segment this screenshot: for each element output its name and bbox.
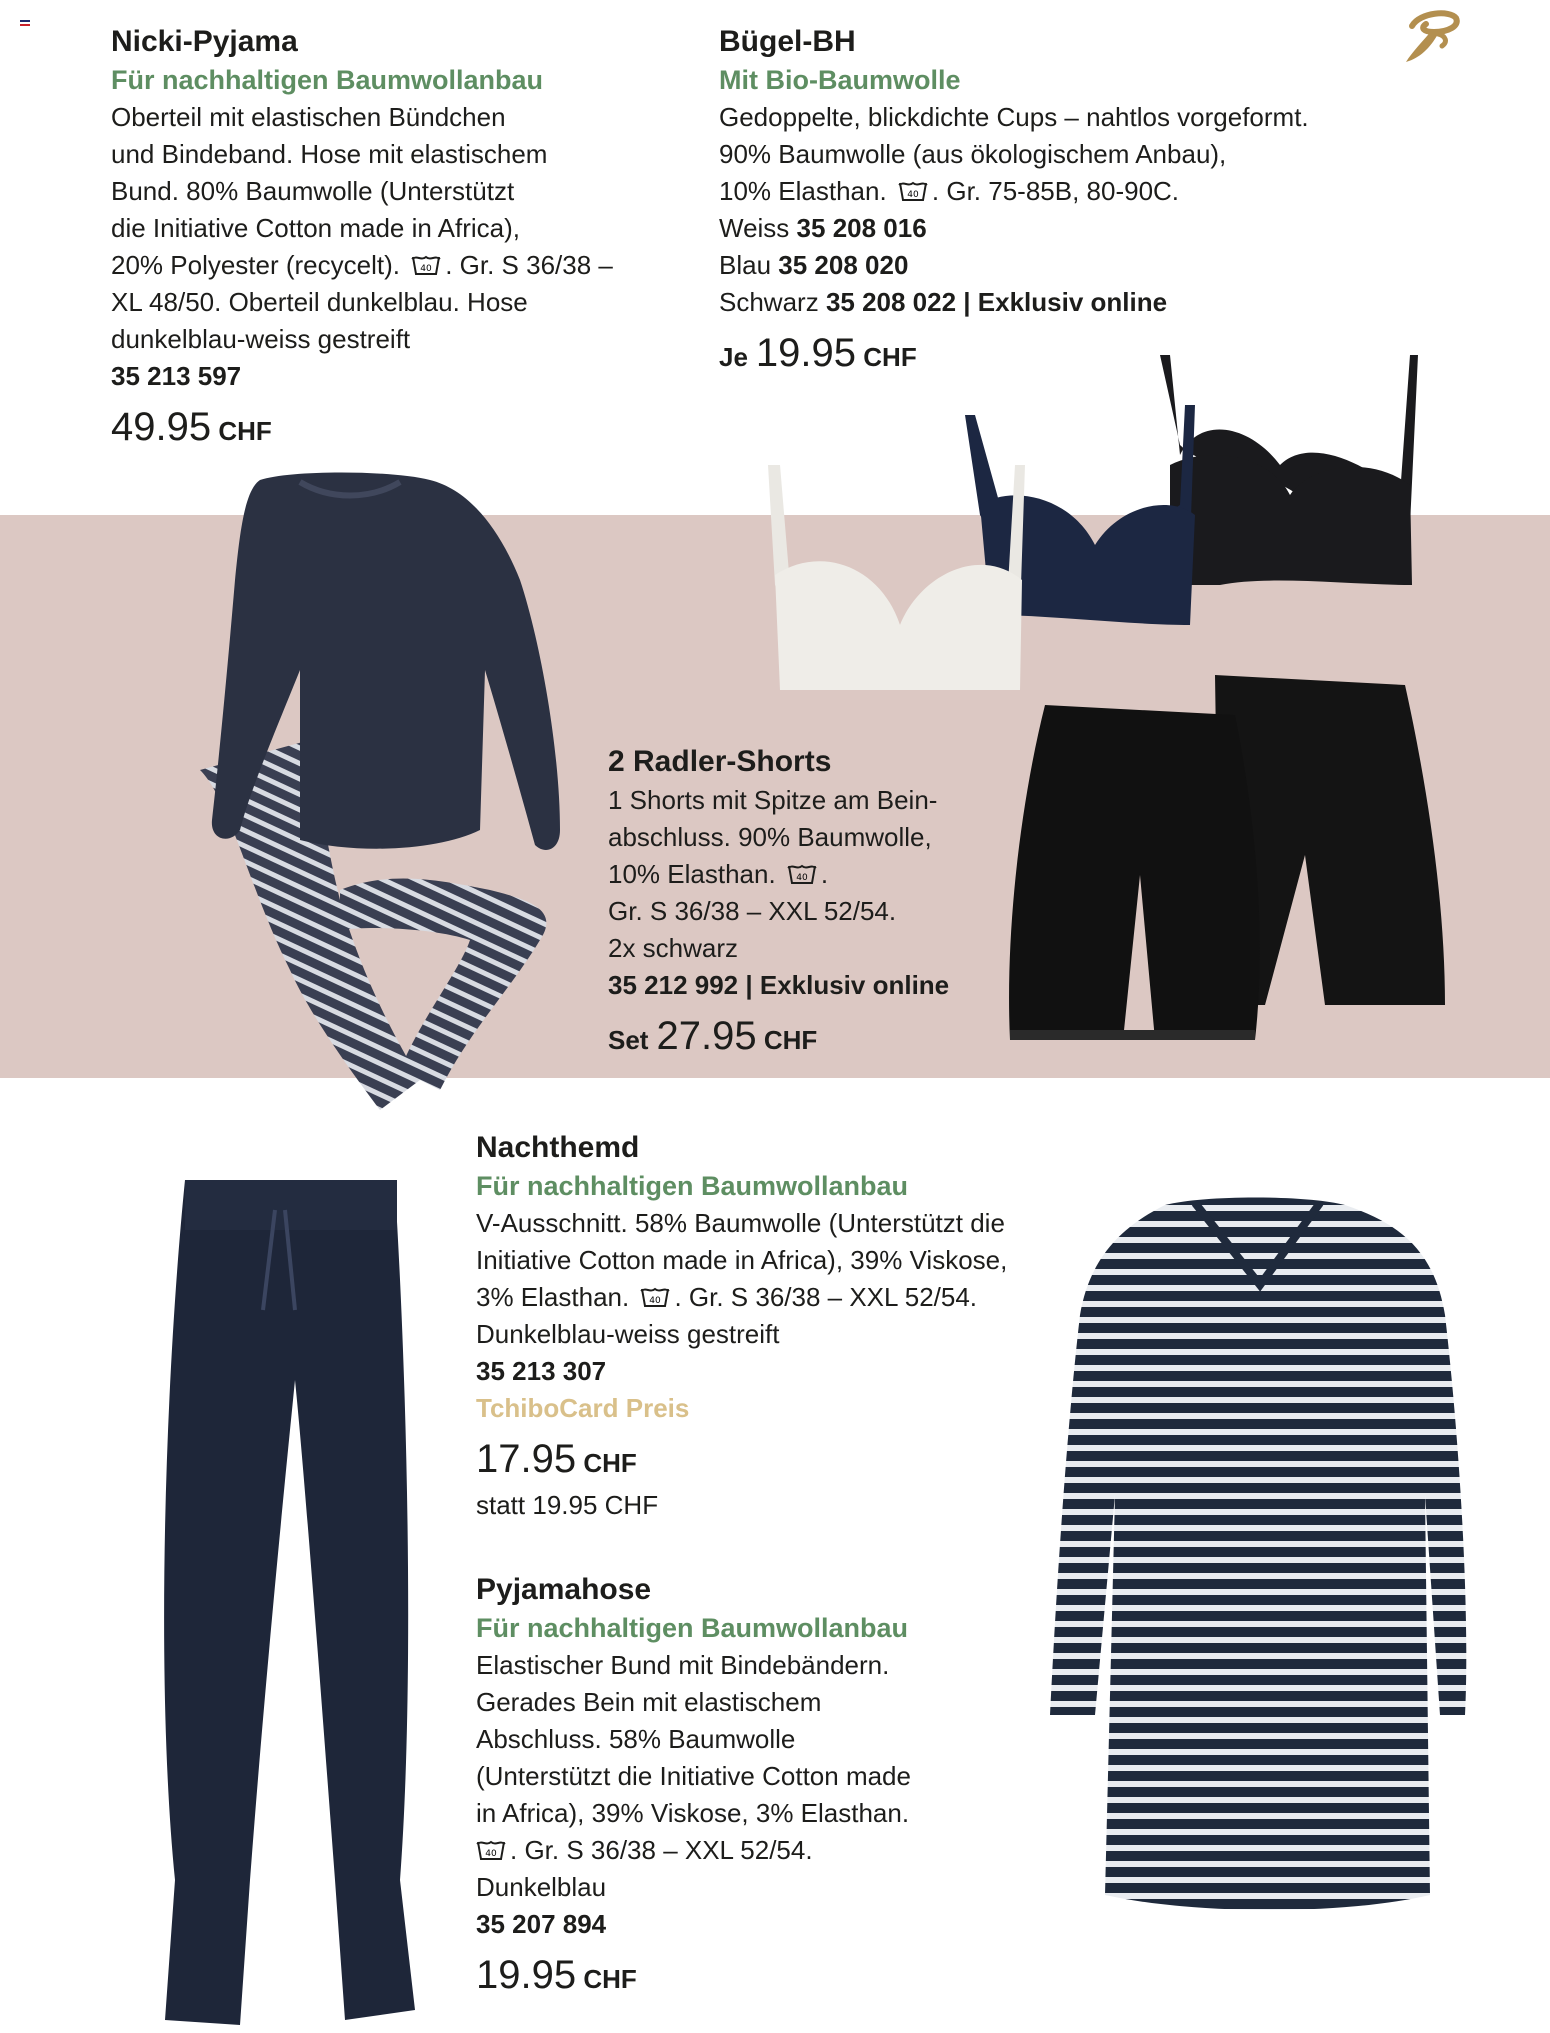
price-currency: CHF <box>763 1025 818 1055</box>
price <box>608 1012 1028 1064</box>
wash-40-icon <box>411 254 441 276</box>
product-title: Nicki-Pyjama <box>111 25 298 58</box>
price-currency: CHF <box>218 416 272 446</box>
article-number: 35 208 020 <box>778 250 909 280</box>
price-currency: CHF <box>863 342 917 372</box>
radler-shorts-image <box>1005 675 1450 1045</box>
desc-line: (Unterstützt die Initiative Cotton made <box>476 1761 911 1791</box>
price-prefix: Je <box>719 342 748 372</box>
desc-text: . <box>820 859 829 889</box>
desc-text: 20% Polyester (recycelt). <box>111 250 400 280</box>
desc-line: Dunkelblau-weiss gestreift <box>476 1319 780 1349</box>
desc-line <box>608 856 1028 893</box>
care-label: 40 <box>485 1849 497 1859</box>
price-prefix: Set <box>608 1025 649 1055</box>
price <box>719 329 1419 381</box>
product-subtitle: Mit Bio-Baumwolle <box>719 65 961 95</box>
buegel-bh-image <box>750 345 1430 695</box>
variant-line <box>719 247 1419 284</box>
price-value: 17.95 <box>476 1437 577 1481</box>
price <box>476 1951 1036 2003</box>
desc-text: 10% Elasthan. <box>608 859 776 889</box>
care-label: 40 <box>907 190 919 200</box>
product-subtitle: Für nachhaltigen Baumwollanbau <box>476 1613 909 1643</box>
variant-line <box>719 284 1419 321</box>
nicki-pyjama-image <box>140 470 580 1120</box>
care-label: 40 <box>796 873 808 883</box>
desc-line: dunkelblau-weiss gestreift <box>111 324 411 354</box>
variant-line <box>719 210 1419 247</box>
article-number: 35 213 597 <box>111 361 242 391</box>
product-title: Bügel-BH <box>719 25 856 58</box>
desc-line <box>476 1279 1076 1316</box>
article-number: 35 208 022 | Exklusiv online <box>825 287 1168 317</box>
desc-line: Bund. 80% Baumwolle (Unterstützt <box>111 176 515 206</box>
desc-text: . Gr. S 36/38 – XXL 52/54. <box>674 1282 978 1312</box>
product-subtitle: Für nachhaltigen Baumwollanbau <box>476 1171 909 1201</box>
desc-line: Oberteil mit elastischen Bündchen <box>111 102 506 132</box>
desc-line: V-Ausschnitt. 58% Baumwolle (Unterstützt die <box>476 1208 1005 1238</box>
product-title: Nachthemd <box>476 1131 640 1164</box>
desc-line: Gr. S 36/38 – XXL 52/54. <box>608 896 897 926</box>
product-title: Pyjamahose <box>476 1573 652 1606</box>
desc-line: abschluss. 90% Baumwolle, <box>608 822 932 852</box>
variant-label: Weiss <box>719 213 790 243</box>
care-label: 40 <box>420 264 432 274</box>
product-subtitle: Für nachhaltigen Baumwollanbau <box>111 65 544 95</box>
nachthemd-image <box>1045 1195 1475 1915</box>
desc-line: 1 Shorts mit Spitze am Bein- <box>608 785 938 815</box>
pyjamahose-image <box>145 1180 425 2033</box>
desc-line <box>111 247 671 284</box>
price-value: 19.95 <box>476 1953 577 1997</box>
desc-line <box>719 173 1419 210</box>
desc-line: Dunkelblau <box>476 1872 607 1902</box>
desc-text: 10% Elasthan. <box>719 176 887 206</box>
variant-label: Blau <box>719 250 772 280</box>
tchibocard-label: TchiboCard Preis <box>476 1393 690 1423</box>
article-number: 35 213 307 <box>476 1356 607 1386</box>
price-value: 19.95 <box>755 331 857 375</box>
old-price: statt 19.95 CHF <box>476 1490 659 1520</box>
price-currency: CHF <box>583 1964 637 1994</box>
variant-label: Schwarz <box>719 287 819 317</box>
price-currency: CHF <box>583 1448 637 1478</box>
desc-text: 3% Elasthan. <box>476 1282 630 1312</box>
desc-line: Gedoppelte, blickdichte Cups – nahtlos vorgeformt. <box>719 102 1309 132</box>
desc-text: . Gr. 75-85B, 80-90C. <box>931 176 1180 206</box>
desc-line: Abschluss. 58% Baumwolle <box>476 1724 796 1754</box>
desc-line: Gerades Bein mit elastischem <box>476 1687 822 1717</box>
wash-40-icon <box>898 180 928 202</box>
buegel-bh-block <box>719 22 1419 381</box>
pyjamahose-block <box>476 1570 1036 2003</box>
article-number: 35 207 894 <box>476 1909 607 1939</box>
desc-line: 90% Baumwolle (aus ökologischem Anbau), <box>719 139 1227 169</box>
desc-line: Initiative Cotton made in Africa), 39% Viskose, <box>476 1245 1008 1275</box>
nicki-pyjama-block <box>111 22 671 455</box>
wash-40-icon <box>787 863 817 885</box>
desc-line: und Bindeband. Hose mit elastischem <box>111 139 548 169</box>
care-label: 40 <box>649 1296 662 1306</box>
desc-line: die Initiative Cotton made in Africa), <box>111 213 520 243</box>
price <box>476 1435 1076 1487</box>
desc-line: Elastischer Bund mit Bindebändern. <box>476 1650 890 1680</box>
desc-line: 2x schwarz <box>608 933 739 963</box>
desc-text: . Gr. S 36/38 – XXL 52/54. <box>510 1835 813 1865</box>
price-value: 49.95 <box>111 405 212 449</box>
price-value: 27.95 <box>656 1014 757 1058</box>
article-number: 35 208 016 <box>796 213 927 243</box>
desc-line: XL 48/50. Oberteil dunkelblau. Hose <box>111 287 528 317</box>
nachthemd-block <box>476 1128 1076 1524</box>
price <box>111 403 671 455</box>
desc-line: in Africa), 39% Viskose, 3% Elasthan. <box>476 1798 910 1828</box>
desc-line <box>476 1832 1036 1869</box>
article-number: 35 212 992 | Exklusiv online <box>608 970 950 1000</box>
product-title: 2 Radler-Shorts <box>608 745 832 778</box>
radler-shorts-block <box>608 742 1028 1064</box>
wash-40-icon <box>476 1839 506 1861</box>
wash-40-icon <box>640 1286 670 1308</box>
desc-text: . Gr. S 36/38 – <box>445 250 613 280</box>
flag-icon <box>20 20 30 26</box>
